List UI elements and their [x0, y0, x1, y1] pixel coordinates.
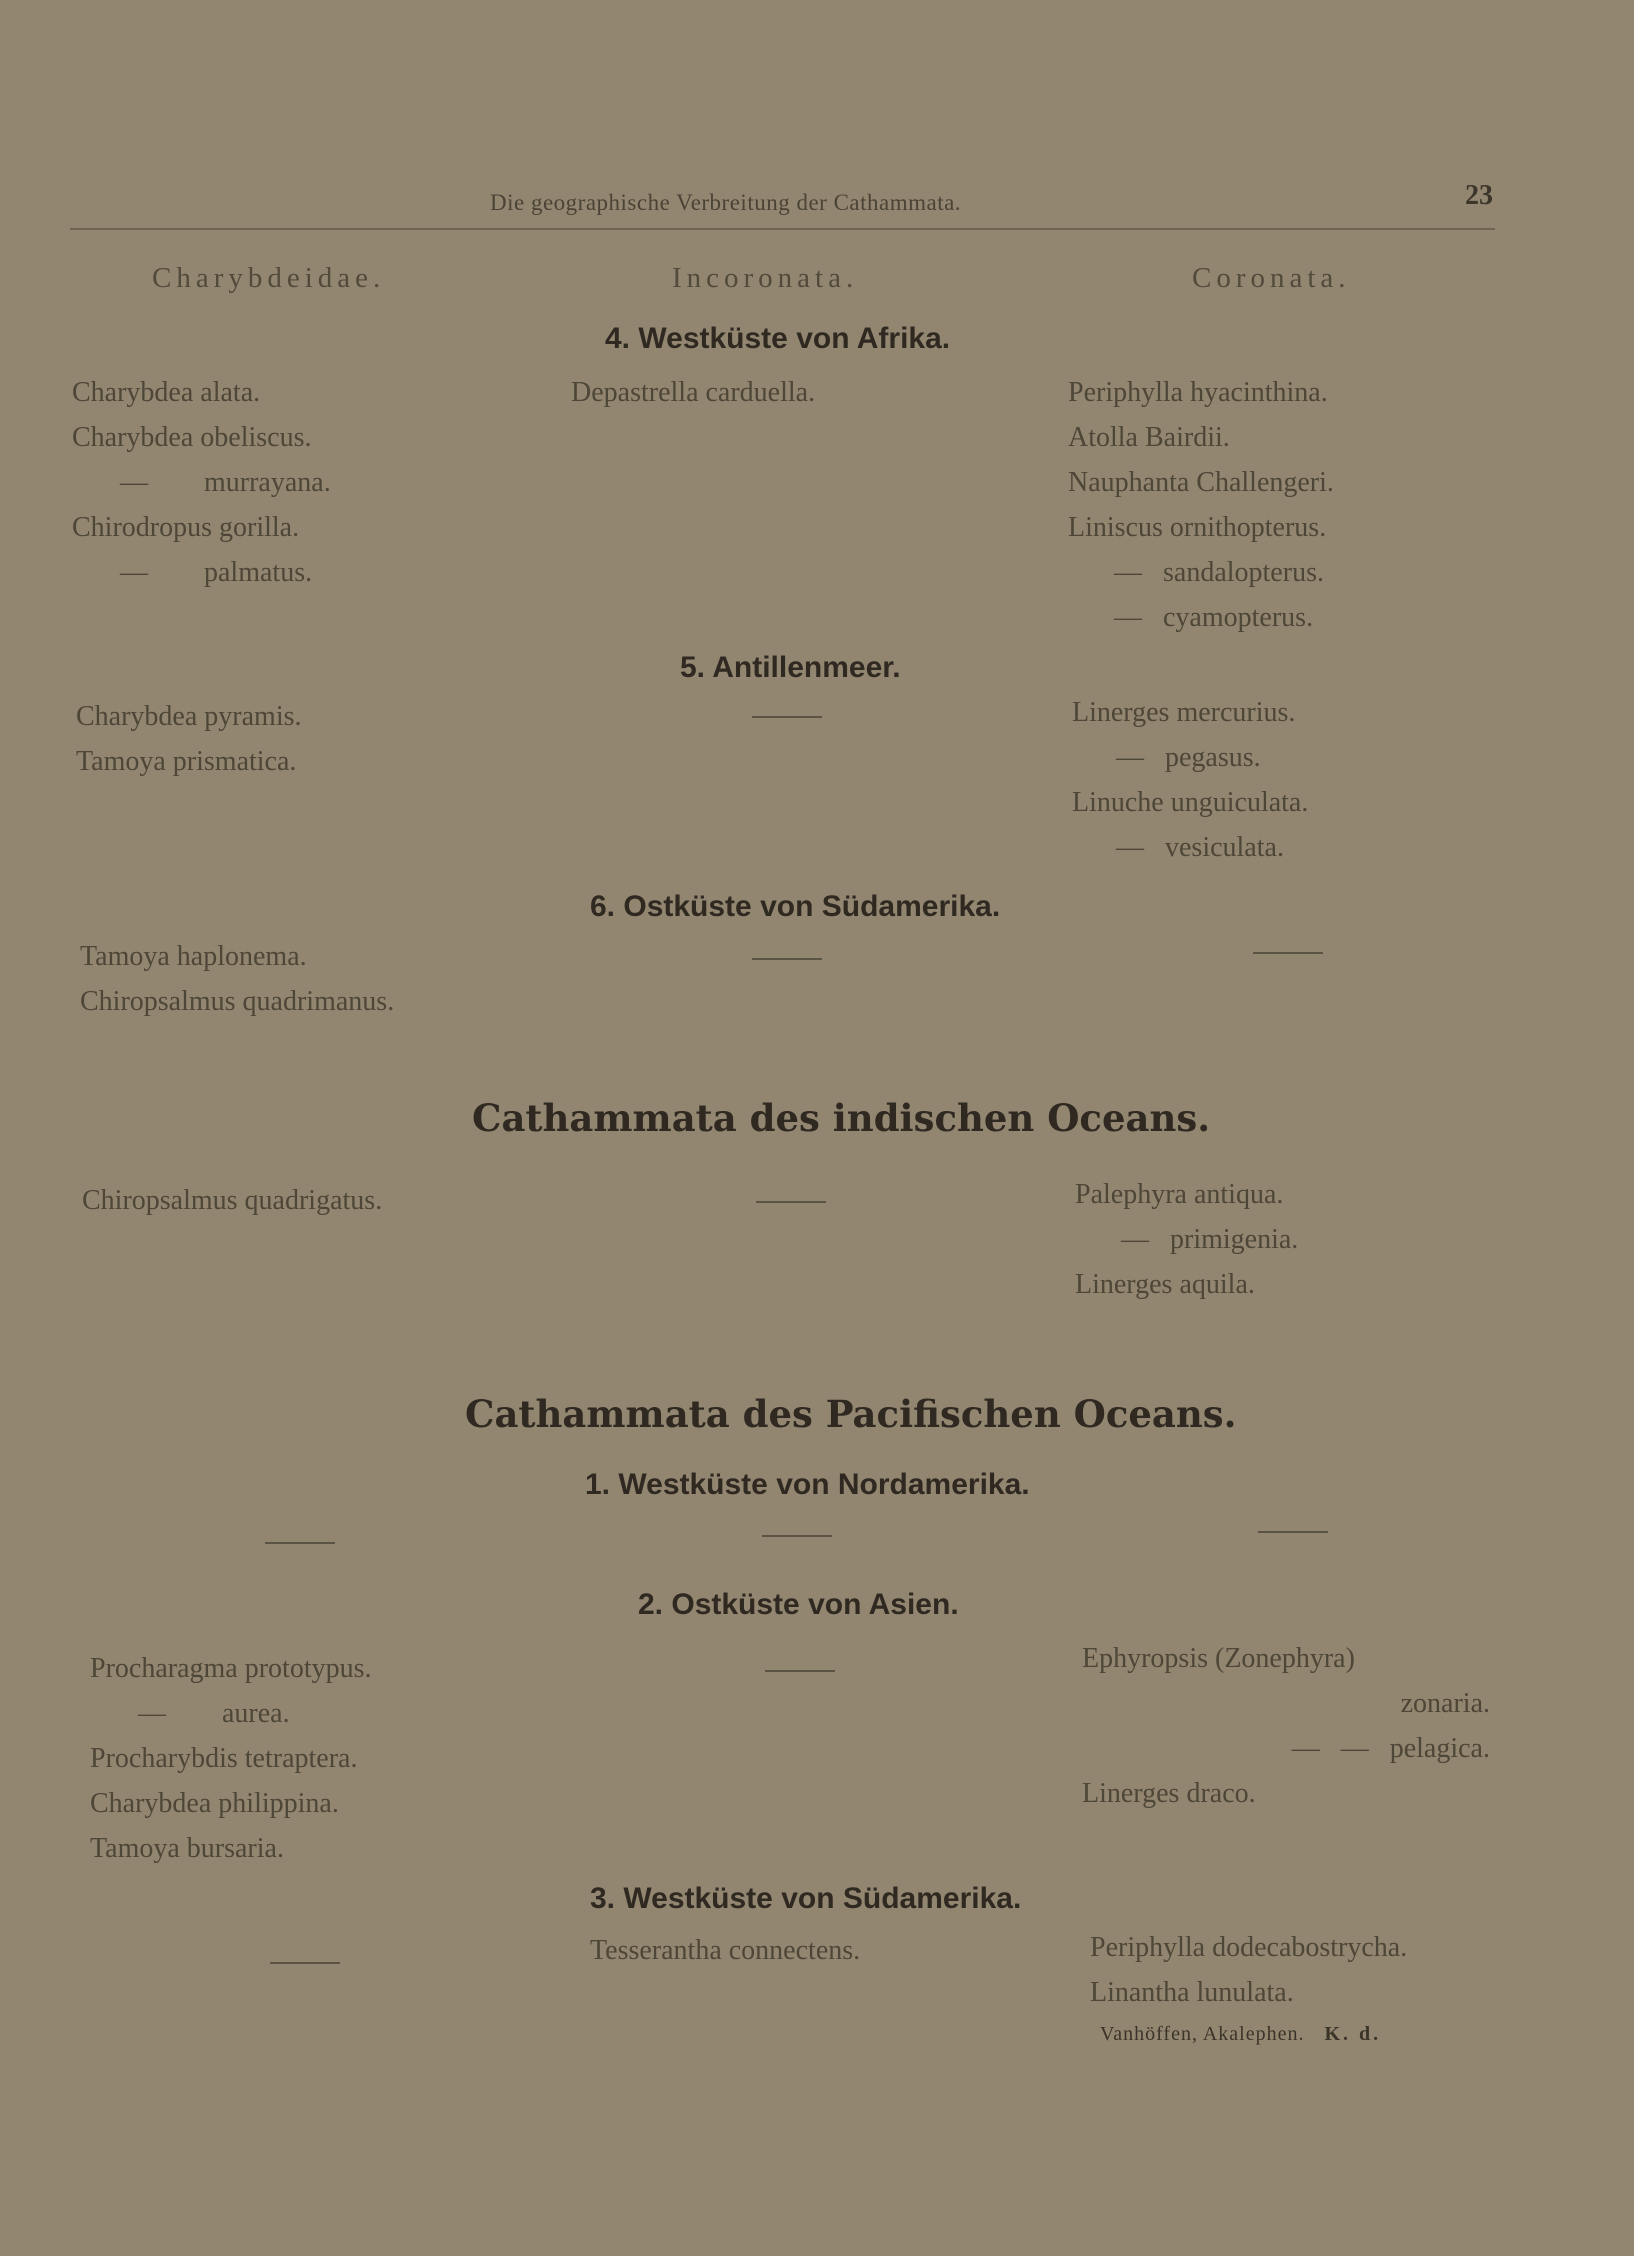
list-s4-incoronata: [571, 370, 815, 415]
empty-marker: [1253, 952, 1323, 954]
list-s4-coronata: [1068, 370, 1334, 640]
list-s6-charybdeidae: [80, 934, 394, 1024]
list-item: Charybdea alata.: [72, 377, 261, 408]
list-pacific-s2-coronata: [1082, 1636, 1502, 1816]
header-rule: [70, 228, 1495, 230]
list-item: Tamoya haplonema.: [80, 941, 307, 972]
empty-marker: [765, 1670, 835, 1672]
list-item: — aurea.: [138, 1698, 290, 1729]
list-item: Procharybdis tetraptera.: [90, 1743, 358, 1774]
list-item: — murrayana.: [120, 467, 331, 498]
list-indian-charybdeidae: [82, 1178, 382, 1223]
list-item: Liniscus ornithopterus.: [1068, 512, 1327, 543]
column-heading-coronata: Coronata.: [1192, 262, 1351, 294]
list-s4-charybdeidae: [72, 370, 331, 595]
footer-author: Vanhöffen, Akalephen.: [1100, 2023, 1305, 2045]
list-item: Tamoya prismatica.: [76, 746, 297, 777]
list-item: Depastrella carduella.: [571, 377, 816, 408]
footer-sheet-mark: K. d.: [1324, 2023, 1382, 2045]
section-title-westkueste-afrika: 4. Westküste von Afrika.: [605, 322, 951, 355]
list-item: Charybdea obeliscus.: [72, 422, 312, 453]
list-item: Tesserantha connectens.: [590, 1935, 861, 1966]
heading-pacific-ocean: Cathammata des Pacifischen Oceans.: [465, 1392, 1237, 1436]
list-item: Linerges draco.: [1082, 1778, 1256, 1809]
list-item: Chiropsalmus quadrigatus.: [82, 1185, 383, 1216]
list-item: Charybdea philippina.: [90, 1788, 339, 1819]
empty-marker: [270, 1962, 340, 1964]
section-title-westkueste-nordamerika: 1. Westküste von Nordamerika.: [585, 1468, 1030, 1501]
empty-marker: [752, 716, 822, 718]
section-title-westkueste-suedamerika: 3. Westküste von Südamerika.: [590, 1882, 1022, 1915]
list-item: Periphylla dodecabostrycha.: [1090, 1932, 1408, 1963]
list-s5-charybdeidae: [76, 694, 302, 784]
list-item: Linantha lunulata.: [1090, 1977, 1294, 2008]
list-item: Charybdea pyramis.: [76, 701, 302, 732]
list-indian-coronata: [1075, 1172, 1298, 1307]
list-item: Linerges mercurius.: [1072, 697, 1296, 728]
list-item: zonaria.: [1400, 1688, 1490, 1719]
list-item: Atolla Bairdii.: [1068, 422, 1230, 453]
list-item: Periphylla hyacinthina.: [1068, 377, 1328, 408]
list-item: Linuche unguiculata.: [1072, 787, 1309, 818]
empty-marker: [1258, 1531, 1328, 1533]
list-item: — primigenia.: [1121, 1224, 1299, 1255]
list-item: Tamoya bursaria.: [90, 1833, 284, 1864]
column-heading-incoronata: Incoronata.: [672, 262, 859, 294]
list-item: — sandalopterus.: [1114, 557, 1324, 588]
footer-signature: [1100, 2023, 1381, 2046]
list-item: — cyamopterus.: [1114, 602, 1314, 633]
list-item: Linerges aquila.: [1075, 1269, 1255, 1300]
list-item: Procharagma prototypus.: [90, 1653, 372, 1684]
running-header: Die geographische Verbreitung der Cathammata.: [490, 190, 962, 215]
empty-marker: [762, 1535, 832, 1537]
section-title-ostkueste-asien: 2. Ostküste von Asien.: [638, 1588, 959, 1621]
empty-marker: [265, 1542, 335, 1544]
list-s5-coronata: [1072, 690, 1308, 870]
list-item: — pegasus.: [1116, 742, 1261, 773]
list-item: Nauphanta Challengeri.: [1068, 467, 1334, 498]
list-item: Ephyropsis (Zonephyra): [1082, 1643, 1355, 1674]
list-item: Chiropsalmus quadrimanus.: [80, 986, 395, 1017]
list-item: — palmatus.: [120, 557, 313, 588]
list-item: Chirodropus gorilla.: [72, 512, 300, 543]
list-pacific-s3-incoronata: [590, 1928, 860, 1973]
empty-marker: [752, 958, 822, 960]
list-pacific-s2-charybdeidae: [90, 1646, 372, 1871]
list-item: Palephyra antiqua.: [1075, 1179, 1284, 1210]
list-item: — — pelagica.: [1291, 1733, 1490, 1764]
list-item: — vesiculata.: [1116, 832, 1284, 863]
column-heading-charybdeidae: Charybdeidae.: [152, 262, 386, 294]
page-number: 23: [1465, 180, 1493, 211]
section-title-antillenmeer: 5. Antillenmeer.: [680, 651, 901, 684]
empty-marker: [756, 1201, 826, 1203]
list-pacific-s3-coronata: [1090, 1925, 1407, 2015]
heading-indian-ocean: Cathammata des indischen Oceans.: [472, 1096, 1211, 1140]
section-title-ostkueste-suedamerika: 6. Ostküste von Südamerika.: [590, 890, 1001, 923]
